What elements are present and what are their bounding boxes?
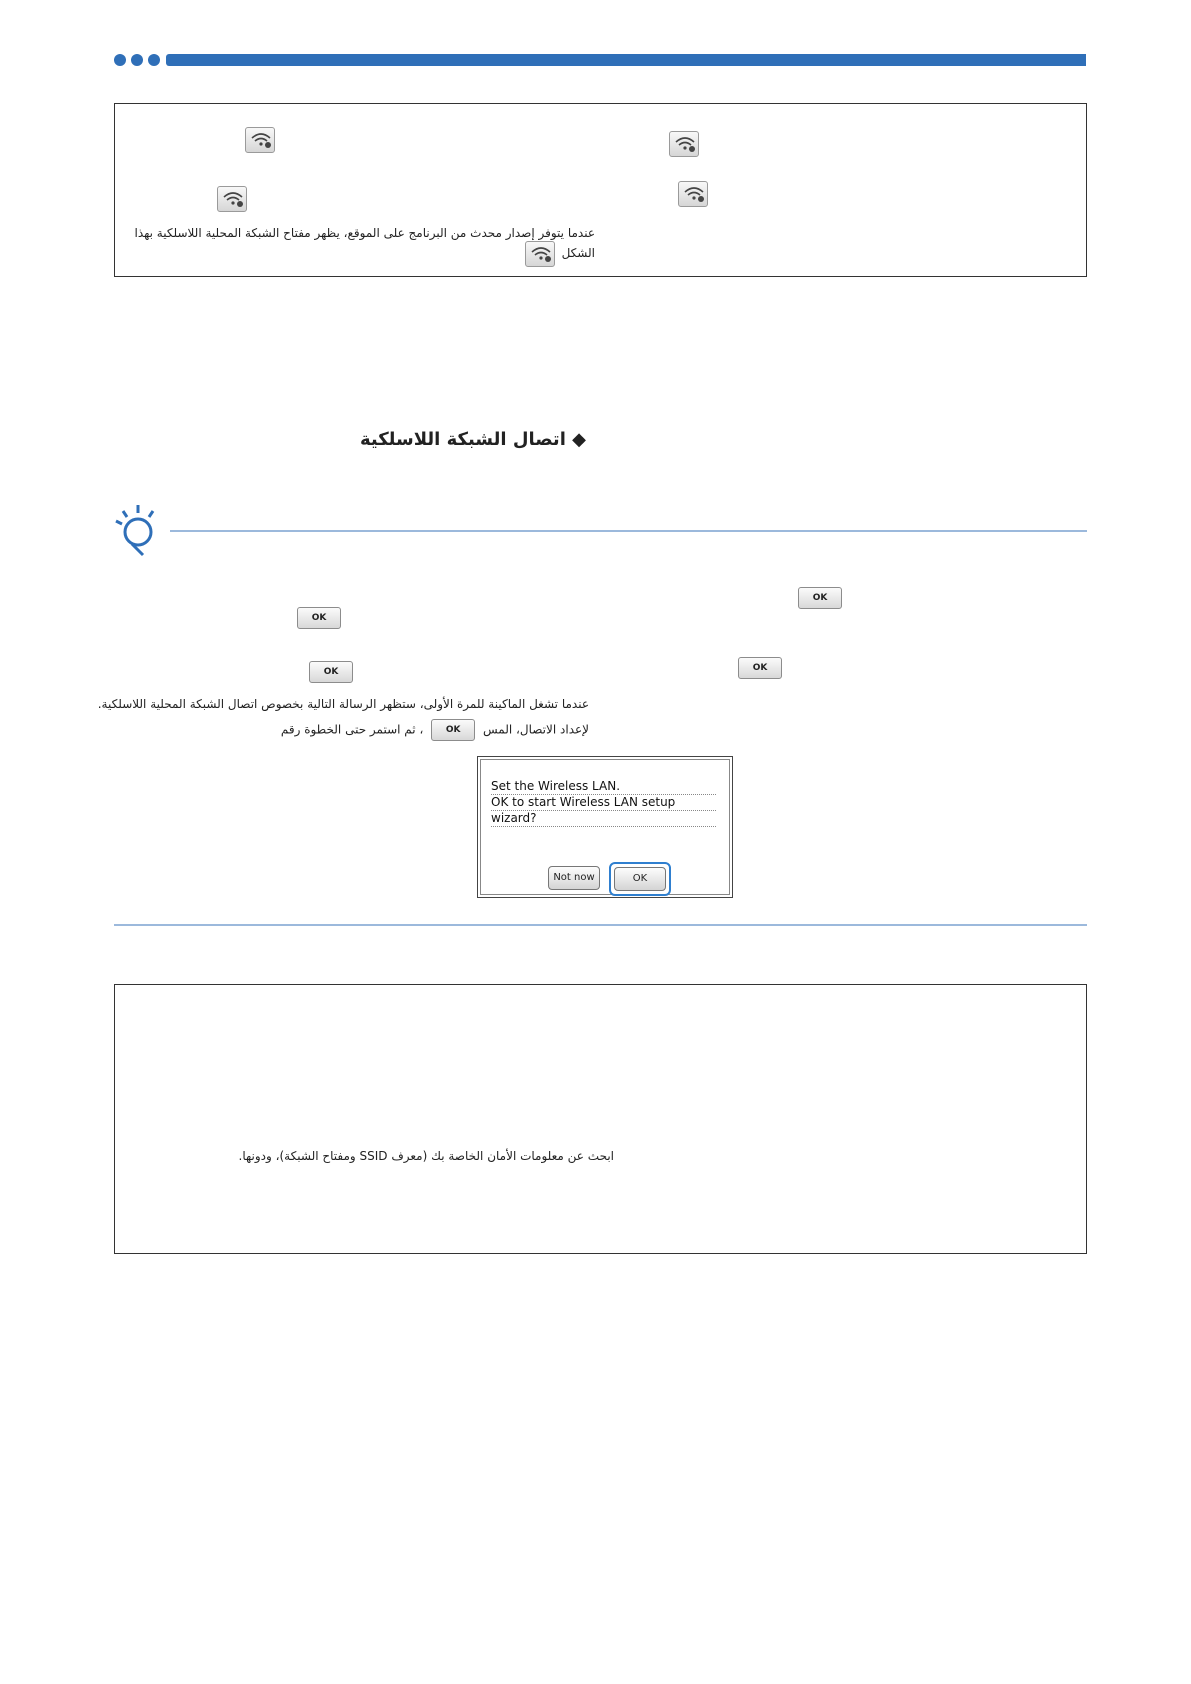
dialog-frame	[480, 759, 730, 895]
section-title	[360, 429, 586, 450]
wifi-update-icon	[217, 186, 247, 212]
security-info-box	[114, 984, 1087, 1254]
first-start-line2-a: لإعداد الاتصال، المس	[482, 722, 589, 737]
ok-key-icon: OK	[431, 719, 475, 741]
ok-button[interactable]: OK	[614, 867, 666, 891]
dialog-line3: wizard?	[491, 811, 716, 827]
header-dot-3	[148, 54, 160, 66]
note-top-rule	[170, 530, 1087, 532]
section-title-text: اتصال الشبكة اللاسلكية	[359, 429, 566, 450]
ok-key-icon: OK	[738, 657, 782, 679]
update-text-line2: الشكل	[561, 246, 595, 260]
wifi-update-icon	[678, 181, 708, 207]
ok-key-icon: OK	[297, 607, 341, 629]
wireless-lan-dialog	[477, 756, 733, 898]
wifi-update-icon	[525, 241, 555, 267]
not-now-button[interactable]: Not now	[548, 866, 600, 890]
header-bar	[166, 54, 1086, 66]
ok-key-icon: OK	[309, 661, 353, 683]
dialog-line1: Set the Wireless LAN.	[491, 779, 716, 795]
dialog-line2: OK to start Wireless LAN setup	[491, 795, 716, 811]
wifi-status-box	[114, 103, 1087, 277]
ok-key-icon: OK	[798, 587, 842, 609]
first-start-line2-b: ، ثم استمر حتى الخطوة رقم	[280, 722, 424, 737]
note-bottom-rule	[114, 924, 1087, 926]
wifi-update-icon	[669, 131, 699, 157]
lightbulb-icon	[113, 503, 157, 557]
security-info-text: ابحث عن معلومات الأمان الخاصة بك (معرف SSID ومفتاح الشبكة)، ودونها.	[238, 1149, 614, 1163]
section-bullet: ◆	[572, 429, 586, 450]
wifi-update-icon	[245, 127, 275, 153]
header-dot-2	[131, 54, 143, 66]
header-dot-1	[114, 54, 126, 66]
update-text-line1: عندما يتوفر إصدار محدث من البرنامج على الموقع، يظهر مفتاح الشبكة المحلية اللاسلكية بهذا	[134, 226, 595, 240]
first-start-line2	[281, 719, 589, 741]
first-start-line1: عندما تشغل الماكينة للمرة الأولى، ستظهر الرسالة التالية بخصوص اتصال الشبكة المحلية اللاسلكية.	[97, 697, 589, 711]
